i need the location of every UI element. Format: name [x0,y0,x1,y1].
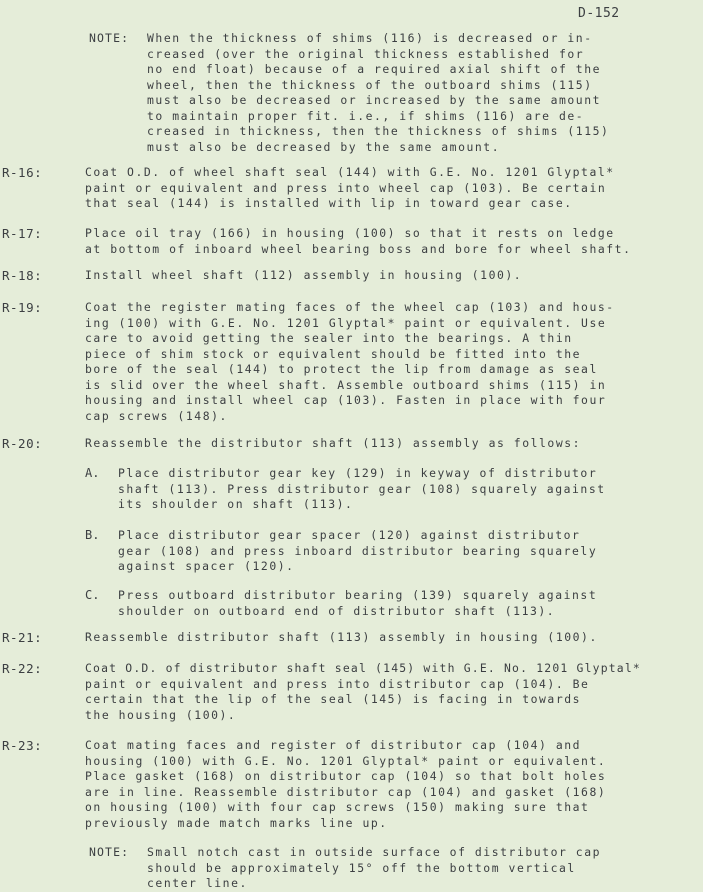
step-line: Coat mating faces and register of distributor cap (104) and [85,738,582,752]
step-line: are in line. Reassemble distributor cap (104) and gasket (168) [85,784,607,799]
step-number: R-17: [2,226,43,241]
step-line: bore of the seal (144) to protect the lip from damage as seal [85,362,598,376]
note-line: to maintain proper fit. i.e., if shims (116) are de- [147,108,585,123]
note-line: When the thickness of shims (116) is decreased or in- [147,31,593,45]
step-line: paint or equivalent and press into wheel cap (103). Be certain [85,180,607,195]
note-line: no end float) because of a required axial shift of the [147,62,602,76]
step-line: care to avoid getting the sealer into the bearings. A thin [85,331,573,345]
note-line: wheel, then the thickness of the outboard shims (115) [147,77,593,92]
step-r21 [0,630,703,648]
note-line: Small notch cast in outside surface of distributor cap [147,845,602,859]
step-line: Reassemble distributor shaft (113) assembly in housing (100). [85,630,598,644]
step-line: Coat O.D. of distributor shaft seal (145) with G.E. No. 1201 Glyptal* [85,661,641,675]
step-line: Reassemble the distributor shaft (113) assembly as follows: [85,436,582,450]
step-line: Place oil tray (166) in housing (100) so that it rests on ledge [85,226,615,240]
note-line: center line. [147,876,248,890]
substep-letter: C. [85,588,100,602]
step-number: R-22: [2,661,43,676]
step-line: at bottom of inboard wheel bearing boss and bore for wheel shaft. [85,241,632,256]
step-line: Install wheel shaft (112) assembly in housing (100). [85,268,523,282]
note-line: creased (over the original thickness established for [147,46,585,61]
step-line: the housing (100). [85,707,237,722]
top-note [89,31,689,161]
step-r20 [0,436,703,616]
step-line: certain that the lip of the seal (145) is facing in towards [85,692,582,706]
step-r16 [0,165,703,215]
substep-line: shoulder on outboard end of distributor shaft (113). [118,603,556,618]
note-line: should be approximately 15° off the bottom vertical [147,860,576,875]
note-line: must also be decreased by the same amount. [147,139,501,154]
step-number: R-16: [2,165,43,180]
step-r18 [0,268,703,286]
substep-b [85,528,685,576]
step-line: Place gasket (168) on distributor cap (104) so that bolt holes [85,769,607,783]
substep-line: gear (108) and press inboard distributor bearing squarely [118,543,598,558]
step-line: Coat O.D. of wheel shaft seal (144) with G.E. No. 1201 Glyptal* [85,165,615,179]
step-line: on housing (100) with four cap screws (150) making sure that [85,800,590,814]
step-number: R-21: [2,630,43,645]
note-line: must also be decreased or increased by the same amount [147,93,602,107]
substep-line: Place distributor gear key (129) in keyway of distributor [118,466,598,480]
step-number: R-23: [2,738,43,753]
substep-line: against spacer (120). [118,559,295,573]
step-r19 [0,300,703,426]
note-line: creased in thickness, then the thickness of shims (115) [147,124,610,138]
step-line: piece of shim stock or equivalent should be fitted into the [85,346,582,361]
step-line: ing (100) with G.E. No. 1201 Glyptal* paint or equivalent. Use [85,315,607,330]
step-line: housing (100) with G.E. No. 1201 Glyptal* paint or equivalent. [85,753,607,768]
bottom-note [89,845,689,889]
step-line: that seal (144) is installed with lip in toward gear case. [85,196,573,210]
substep-letter: B. [85,528,100,542]
step-r23 [0,738,703,834]
substep-letter: A. [85,466,100,480]
step-line: housing and install wheel cap (103). Fasten in place with four [85,393,607,407]
step-line: previously made match marks line up. [85,815,388,830]
step-r22 [0,661,703,725]
note-label: NOTE: [89,845,130,859]
step-number: R-18: [2,268,43,283]
page-number: D-152 [578,6,620,21]
substep-line: Press outboard distributor bearing (139) squarely against [118,588,598,602]
note-label: NOTE: [89,31,130,45]
step-line: is slid over the wheel shaft. Assemble outboard shims (115) in [85,377,607,392]
substep-a [85,466,685,514]
substep-line: shaft (113). Press distributor gear (108) squarely against [118,481,606,496]
step-line: Coat the register mating faces of the wheel cap (103) and hous- [85,300,615,314]
substep-line: its shoulder on shaft (113). [118,497,354,511]
step-r17 [0,226,703,260]
step-line: paint or equivalent and press into distributor cap (104). Be [85,676,590,691]
substep-c [85,588,685,620]
step-number: R-19: [2,300,43,315]
substep-line: Place distributor gear spacer (120) against distributor [118,528,581,542]
step-number: R-20: [2,436,43,451]
step-line: cap screws (148). [85,408,228,423]
